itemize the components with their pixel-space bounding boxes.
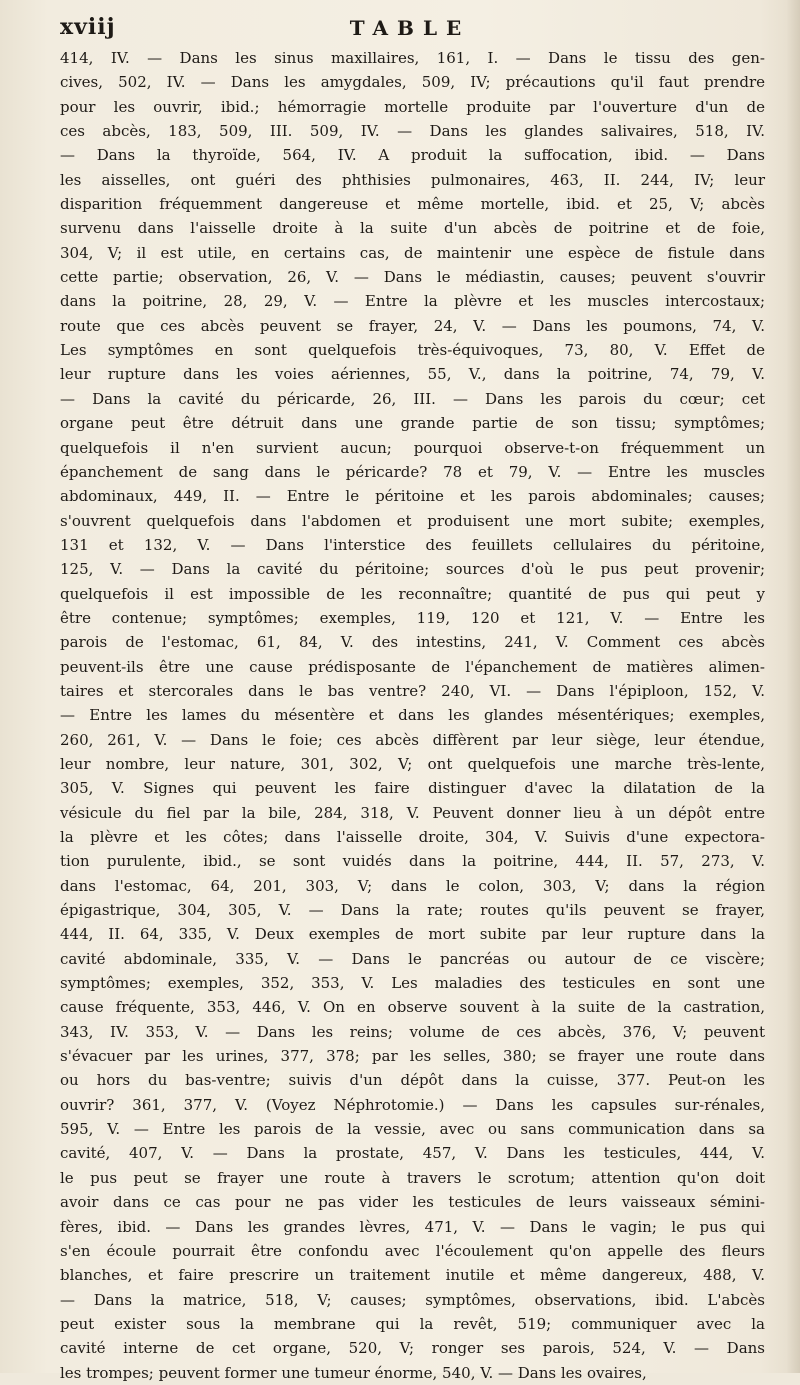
text-line: 595, V. — Entre les parois de la vessie, avec ou sans communication dans sa [60, 1120, 765, 1139]
text-line: taires et stercorales dans le bas ventre? 240, VI. — Dans l'épiploon, 152, V. [60, 681, 765, 700]
text-line: route que ces abcès peuvent se frayer, 24, V. — Dans les poumons, 74, V. [60, 316, 765, 335]
text-line: ces abcès, 183, 509, III. 509, IV. — Dans les glandes salivaires, 518, IV. [60, 122, 765, 141]
text-line: 125, V. — Dans la cavité du péritoine; sources d'où le pus peut provenir; [60, 560, 765, 579]
text-line: s'ouvrent quelquefois dans l'abdomen et produisent une mort subite; exemples, [60, 511, 765, 530]
text-line: le pus peut se frayer une route à travers le scrotum; attention qu'on doit [60, 1168, 765, 1187]
text-line: 414, IV. — Dans les sinus maxillaires, 161, I. — Dans le tissu des gen- [60, 49, 765, 67]
text-line: organe peut être détruit dans une grande partie de son tissu; symptômes; [60, 414, 765, 433]
text-line: s'évacuer par les urines, 377, 378; par les selles, 380; se frayer une route dans [60, 1047, 765, 1066]
text-line: vésicule du fiel par la bile, 284, 318, V. Peuvent donner lieu à un dépôt entre [60, 803, 765, 822]
running-title: TABLE [349, 16, 471, 40]
text-line: peuvent-ils être une cause prédisposante de l'épanchement de matières alimen- [60, 657, 765, 676]
text-line: avoir dans ce cas pour ne pas vider les testicules de leurs vaisseaux sémini- [60, 1193, 765, 1212]
text-line: cause fréquente, 353, 446, V. On en observe souvent à la suite de la castration, [60, 998, 765, 1017]
text-line: — Dans la matrice, 518, V; causes; symptômes, observations, ibid. L'abcès [60, 1290, 765, 1309]
text-line: cette partie; observation, 26, V. — Dans le médiastin, causes; peuvent s'ouvrir [60, 268, 765, 287]
text-line: — Dans la thyroïde, 564, IV. A produit la suffocation, ibid. — Dans [60, 146, 765, 165]
text-line: disparition fréquemment dangereuse et même mortelle, ibid. et 25, V; abcès [60, 195, 765, 214]
text-line: 131 et 132, V. — Dans l'interstice des feuillets cellulaires du péritoine, [60, 535, 765, 554]
text-line: blanches, et faire prescrire un traitement inutile et même dangereux, 488, V. [60, 1266, 765, 1285]
text-line: cavité interne de cet organe, 520, V; ronger ses parois, 524, V. — Dans [60, 1339, 765, 1358]
text-line: leur nombre, leur nature, 301, 302, V; ont quelquefois une marche très-lente, [60, 754, 765, 773]
text-line: abdominaux, 449, II. — Entre le péritoine et les parois abdominales; causes; [60, 487, 765, 506]
text-line: ou hors du bas-ventre; suivis d'un dépôt dans la cuisse, 377. Peut-on les [60, 1071, 765, 1090]
text-line: — Dans la cavité du péricarde, 26, III. — Dans les parois du cœur; cet [60, 389, 765, 408]
text-line: 343, IV. 353, V. — Dans les reins; volume de ces abcès, 376, V; peuvent [60, 1022, 765, 1041]
text-line: être contenue; symptômes; exemples, 119, 120 et 121, V. — Entre les [60, 608, 765, 627]
text-line: la plèvre et les côtes; dans l'aisselle droite, 304, V. Suivis d'une expectora- [60, 828, 765, 846]
text-line: s'en écoule pourrait être confondu avec l'écoulement qu'on appelle des fleurs [60, 1241, 765, 1260]
text-line: 304, V; il est utile, en certains cas, de maintenir une espèce de fistule dans [60, 243, 765, 262]
page-edge-shadow [786, 0, 800, 1373]
text-line: quelquefois il n'en survient aucun; pourquoi observe-t-on fréquemment un [60, 438, 765, 457]
text-line: symptômes; exemples, 352, 353, V. Les maladies des testicules en sont une [60, 974, 765, 993]
text-line: cavité, 407, V. — Dans la prostate, 457, V. Dans les testicules, 444, V. [60, 1144, 765, 1163]
text-line: — Entre les lames du mésentère et dans les glandes mésentériques; exemples, [60, 706, 765, 725]
page-number: xviij [60, 14, 116, 40]
text-line: parois de l'estomac, 61, 84, V. des intestins, 241, V. Comment ces abcès [60, 633, 765, 652]
text-line: quelquefois il est impossible de les reconnaître; quantité de pus qui peut y [60, 584, 765, 603]
text-line: dans l'estomac, 64, 201, 303, V; dans le colon, 303, V; dans la région [60, 876, 765, 895]
text-line: les trompes; peuvent former une tumeur énorme, 540, V. — Dans les ovaires, [60, 1363, 647, 1382]
text-line: ouvrir? 361, 377, V. (Voyez Néphrotomie.) — Dans les capsules sur-rénales, [60, 1095, 765, 1114]
text-line: dans la poitrine, 28, 29, V. — Entre la plèvre et les muscles intercostaux; [60, 292, 765, 311]
text-line: épigastrique, 304, 305, V. — Dans la rate; routes qu'ils peuvent se frayer, [60, 901, 765, 920]
text-line: les aisselles, ont guéri des phthisies pulmonaires, 463, II. 244, IV; leur [60, 170, 765, 189]
page-header [60, 14, 760, 44]
text-line: fères, ibid. — Dans les grandes lèvres, 471, V. — Dans le vagin; le pus qui [60, 1217, 765, 1236]
text-line: leur rupture dans les voies aériennes, 55, V., dans la poitrine, 74, 79, V. [60, 365, 765, 384]
text-line: 305, V. Signes qui peuvent les faire distinguer d'avec la dilatation de la [60, 779, 765, 798]
text-line: cives, 502, IV. — Dans les amygdales, 509, IV; précautions qu'il faut prendre [60, 73, 765, 92]
text-line: Les symptômes en sont quelquefois très-équivoques, 73, 80, V. Effet de [60, 341, 765, 360]
index-text-block [60, 46, 765, 1385]
text-line: survenu dans l'aisselle droite à la suite d'un abcès de poitrine et de foie, [60, 219, 765, 238]
text-line: épanchement de sang dans le péricarde? 78 et 79, V. — Entre les muscles [60, 462, 765, 481]
text-line: pour les ouvrir, ibid.; hémorragie mortelle produite par l'ouverture d'un de [60, 97, 765, 116]
text-line: tion purulente, ibid., se sont vuidés dans la poitrine, 444, II. 57, 273, V. [60, 852, 765, 871]
text-line: cavité abdominale, 335, V. — Dans le pancréas ou autour de ce viscère; [60, 949, 765, 968]
text-line: peut exister sous la membrane qui la revêt, 519; communiquer avec la [60, 1314, 765, 1333]
text-line: 444, II. 64, 335, V. Deux exemples de mort subite par leur rupture dans la [60, 925, 765, 944]
text-line: 260, 261, V. — Dans le foie; ces abcès diffèrent par leur siège, leur étendue, [60, 730, 765, 749]
